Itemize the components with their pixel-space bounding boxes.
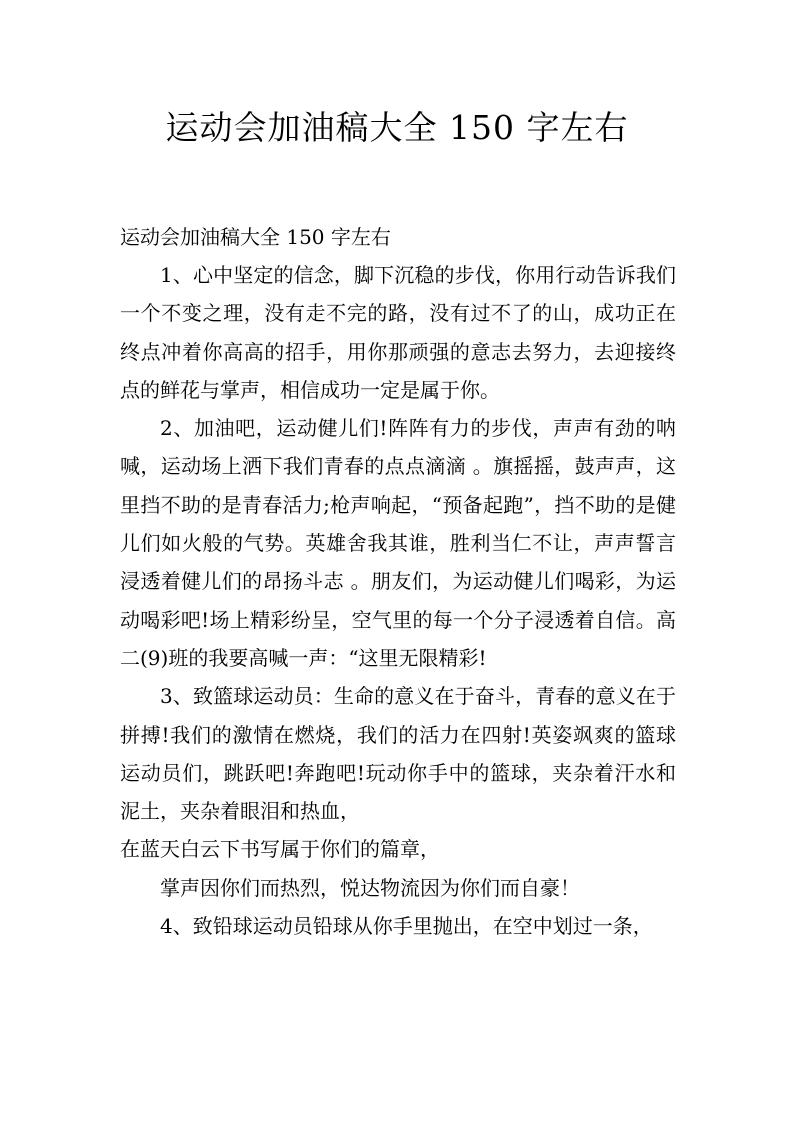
- paragraph-applause: 掌声因你们而热烈，悦达物流因为你们而自豪！: [160, 875, 580, 900]
- document-title: 运动会加油稿大全 150 字左右: [165, 108, 629, 147]
- paragraph-1: 1、心中坚定的信念，脚下沉稳的步伐，你用行动告诉我们一个不变之理，没有走不完的路，没有过不了的山，成功正在终点冲着你高高的招手，用你那顽强的意志去努力，去迎接终点的鲜花与掌声，相信成功一定是属于你。: [120, 263, 676, 402]
- paragraph-3-continuation: 在蓝天白云下书写属于你们的篇章，: [120, 837, 440, 862]
- paragraph-3: 3、致篮球运动员：生命的意义在于奋斗，青春的意义在于拼搏!我们的激情在燃烧，我们的活力在四射!英姿飒爽的篮球运动员们，跳跃吧!奔跑吧!玩动你手中的篮球，夹杂着汗水和泥土，夹杂着眼泪和热血，: [120, 684, 676, 824]
- paragraph-4: 4、致铅球运动员铅球从你手里抛出，在空中划过一条，: [160, 914, 653, 939]
- document-subtitle: 运动会加油稿大全 150 字左右: [120, 225, 391, 249]
- document-body: [120, 256, 676, 945]
- paragraph-2: 2、加油吧，运动健儿们!阵阵有力的步伐，声声有劲的呐喊，运动场上洒下我们青春的点点滴滴 。旗摇摇，鼓声声，这里挡不助的是青春活力;枪声响起，“预备起跑”，挡不助的是健儿们如火般的气势。英雄舍我其谁，胜利当仁不让，声声誓言浸透着健儿们的昂扬斗志 。朋友们，为运动健儿们喝彩，为运动喝彩吧!场上精彩纷呈，空气里的每一个分子浸透着自信。高二(9)班的我要高喊一声：“这里无限精彩!: [120, 416, 676, 670]
